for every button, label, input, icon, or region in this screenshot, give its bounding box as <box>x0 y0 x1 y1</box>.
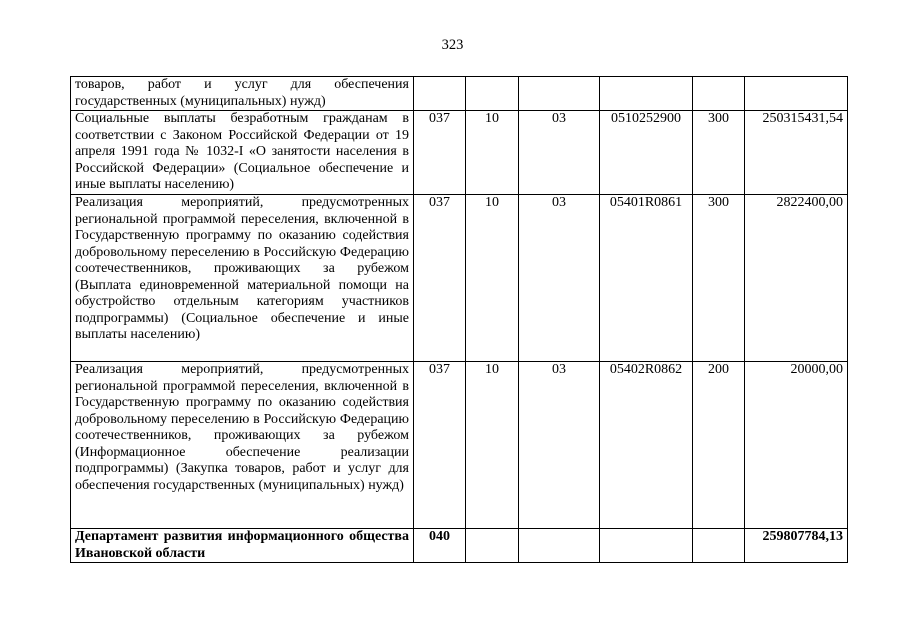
table-row <box>71 111 848 195</box>
row-amount: 259807784,13 <box>745 529 848 563</box>
row-expense-type: 200 <box>693 362 745 529</box>
row-ministry-code: 037 <box>414 362 466 529</box>
row-section-code: 10 <box>466 362 519 529</box>
row-subsection-code: 03 <box>519 111 600 195</box>
row-ministry-code <box>414 77 466 111</box>
table-row-department-total <box>71 529 848 563</box>
row-expense-type: 300 <box>693 195 745 362</box>
row-amount: 20000,00 <box>745 362 848 529</box>
budget-table <box>70 76 848 563</box>
row-subsection-code: 03 <box>519 362 600 529</box>
row-section-code <box>466 77 519 111</box>
row-expense-type <box>693 529 745 563</box>
row-expense-type: 300 <box>693 111 745 195</box>
table-row <box>71 195 848 362</box>
row-description: Реализация мероприятий, предусмотренных региональной программой переселения, включенной в Государственную программу по оказанию содействия добровольному переселению в Российскую Федерацию соотечественников, проживающих за рубежом (Выплата единовременной материальной помощи на обустройство отдельным категориям участников подпрограммы) (Социальное обеспечение и иные выплаты населению) <box>71 195 414 362</box>
row-subsection-code <box>519 529 600 563</box>
table-row <box>71 77 848 111</box>
row-amount: 250315431,54 <box>745 111 848 195</box>
row-description: Социальные выплаты безработным гражданам в соответствии с Законом Российской Федерации от 19 апреля 1991 года № 1032-I «О занятости населения в Российской Федерации» (Социальное обеспечение и иные выплаты населению) <box>71 111 414 195</box>
page-number: 323 <box>441 37 464 53</box>
row-description: товаров, работ и услуг для обеспечения государственных (муниципальных) нужд) <box>71 77 414 111</box>
row-description: Реализация мероприятий, предусмотренных региональной программой переселения, включенной в Государственную программу по оказанию содействия добровольному переселению в Российскую Федерацию соотечественников, проживающих за рубежом (Информационное обеспечение реализации подпрограммы) (Закупка товаров, работ и услуг для обеспечения государственных (муниципальных) нужд) <box>71 362 414 529</box>
row-ministry-code: 037 <box>414 111 466 195</box>
table-row <box>71 362 848 529</box>
row-amount: 2822400,00 <box>745 195 848 362</box>
row-subsection-code <box>519 77 600 111</box>
row-target-article: 0510252900 <box>600 111 693 195</box>
row-ministry-code: 040 <box>414 529 466 563</box>
row-description: Департамент развития информационного общества Ивановской области <box>71 529 414 563</box>
row-target-article: 05401R0861 <box>600 195 693 362</box>
row-amount <box>745 77 848 111</box>
row-expense-type <box>693 77 745 111</box>
row-section-code: 10 <box>466 111 519 195</box>
row-section-code: 10 <box>466 195 519 362</box>
row-section-code <box>466 529 519 563</box>
row-subsection-code: 03 <box>519 195 600 362</box>
row-ministry-code: 037 <box>414 195 466 362</box>
row-target-article <box>600 77 693 111</box>
row-target-article: 05402R0862 <box>600 362 693 529</box>
row-target-article <box>600 529 693 563</box>
